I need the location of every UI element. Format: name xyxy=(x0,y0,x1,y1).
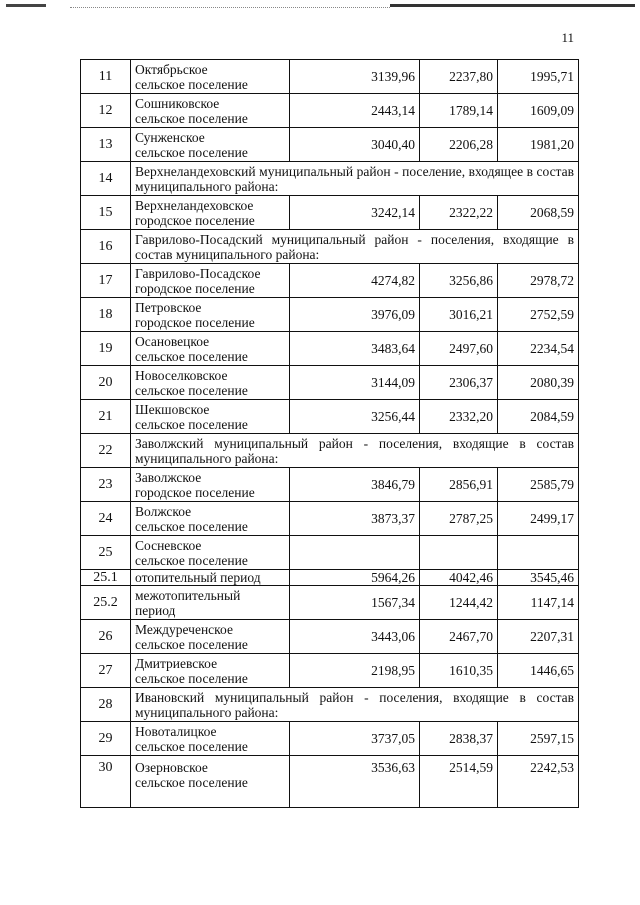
value-col-3 xyxy=(498,536,579,570)
value-col-3: 2068,59 xyxy=(498,196,579,230)
table-row xyxy=(81,366,579,400)
settlement-name: Верхнеландеховское городское поселение xyxy=(131,196,290,230)
value-col-3: 2242,53 xyxy=(498,756,579,808)
value-col-1: 3139,96 xyxy=(290,60,420,94)
row-number: 19 xyxy=(81,332,131,366)
settlement-name: Осановецкое сельское поселение xyxy=(131,332,290,366)
value-col-2: 2497,60 xyxy=(420,332,498,366)
value-col-3: 2585,79 xyxy=(498,468,579,502)
section-header-row xyxy=(81,434,579,468)
value-col-2: 2838,37 xyxy=(420,722,498,756)
value-col-1: 3242,14 xyxy=(290,196,420,230)
row-number: 30 xyxy=(81,756,131,808)
district-header: Гаврилово-Посадский муниципальный район - поселения, входящие в состав муниципального района: xyxy=(131,230,579,264)
value-col-2: 4042,46 xyxy=(420,570,498,586)
row-number: 14 xyxy=(81,162,131,196)
value-col-3: 1981,20 xyxy=(498,128,579,162)
table-row xyxy=(81,620,579,654)
row-number: 28 xyxy=(81,688,131,722)
tariff-table xyxy=(80,59,579,808)
table-row xyxy=(81,400,579,434)
value-col-1: 3040,40 xyxy=(290,128,420,162)
table-row xyxy=(81,570,579,586)
value-col-1: 3737,05 xyxy=(290,722,420,756)
settlement-name: Озерновское сельское поселение xyxy=(131,756,290,808)
value-col-2: 2514,59 xyxy=(420,756,498,808)
settlement-name: Междуреченское сельское поселение xyxy=(131,620,290,654)
value-col-2: 1244,42 xyxy=(420,586,498,620)
value-col-3: 1995,71 xyxy=(498,60,579,94)
value-col-1: 4274,82 xyxy=(290,264,420,298)
table-row xyxy=(81,756,579,808)
value-col-1: 2443,14 xyxy=(290,94,420,128)
table-row xyxy=(81,468,579,502)
row-number: 22 xyxy=(81,434,131,468)
value-col-1: 5964,26 xyxy=(290,570,420,586)
settlement-name: Новоталицкое сельское поселение xyxy=(131,722,290,756)
table-row xyxy=(81,94,579,128)
settlement-name: межотопительный период xyxy=(131,586,290,620)
table-body xyxy=(81,60,579,808)
value-col-2: 2856,91 xyxy=(420,468,498,502)
value-col-2: 3256,86 xyxy=(420,264,498,298)
settlement-name: Гаврилово-Посадское городское поселение xyxy=(131,264,290,298)
value-col-2: 2237,80 xyxy=(420,60,498,94)
row-number: 20 xyxy=(81,366,131,400)
value-col-1: 3144,09 xyxy=(290,366,420,400)
value-col-3: 2597,15 xyxy=(498,722,579,756)
value-col-3: 2499,17 xyxy=(498,502,579,536)
district-header: Заволжский муниципальный район - поселения, входящие в состав муниципального района: xyxy=(131,434,579,468)
row-number: 13 xyxy=(81,128,131,162)
value-col-3: 1446,65 xyxy=(498,654,579,688)
value-col-1: 1567,34 xyxy=(290,586,420,620)
value-col-3: 1147,14 xyxy=(498,586,579,620)
row-number: 16 xyxy=(81,230,131,264)
row-number: 11 xyxy=(81,60,131,94)
settlement-name: Сунженское сельское поселение xyxy=(131,128,290,162)
value-col-1: 2198,95 xyxy=(290,654,420,688)
value-col-2: 2787,25 xyxy=(420,502,498,536)
value-col-1: 3483,64 xyxy=(290,332,420,366)
value-col-1: 3976,09 xyxy=(290,298,420,332)
scan-artifact xyxy=(0,0,640,12)
row-number: 21 xyxy=(81,400,131,434)
value-col-3: 2752,59 xyxy=(498,298,579,332)
settlement-name: Новоселковское сельское поселение xyxy=(131,366,290,400)
table-row xyxy=(81,264,579,298)
table-row xyxy=(81,128,579,162)
table-row xyxy=(81,196,579,230)
value-col-2: 2332,20 xyxy=(420,400,498,434)
row-number: 25.2 xyxy=(81,586,131,620)
row-number: 15 xyxy=(81,196,131,230)
value-col-1: 3873,37 xyxy=(290,502,420,536)
row-number: 23 xyxy=(81,468,131,502)
table-row xyxy=(81,502,579,536)
settlement-name: Петровское городское поселение xyxy=(131,298,290,332)
section-header-row xyxy=(81,162,579,196)
table-row xyxy=(81,586,579,620)
table-row xyxy=(81,722,579,756)
value-col-2: 1789,14 xyxy=(420,94,498,128)
value-col-2: 2306,37 xyxy=(420,366,498,400)
row-number: 24 xyxy=(81,502,131,536)
table-row xyxy=(81,298,579,332)
table-row xyxy=(81,654,579,688)
settlement-name: Дмитриевское сельское поселение xyxy=(131,654,290,688)
value-col-3: 2978,72 xyxy=(498,264,579,298)
row-number: 18 xyxy=(81,298,131,332)
value-col-2: 2322,22 xyxy=(420,196,498,230)
section-header-row xyxy=(81,230,579,264)
value-col-3: 3545,46 xyxy=(498,570,579,586)
section-header-row xyxy=(81,688,579,722)
settlement-name: Сошниковское сельское поселение xyxy=(131,94,290,128)
value-col-1: 3846,79 xyxy=(290,468,420,502)
row-number: 26 xyxy=(81,620,131,654)
settlement-name: Сосневское сельское поселение xyxy=(131,536,290,570)
row-number: 12 xyxy=(81,94,131,128)
settlement-name: Октябрьское сельское поселение xyxy=(131,60,290,94)
value-col-3: 2234,54 xyxy=(498,332,579,366)
value-col-3: 2084,59 xyxy=(498,400,579,434)
table-row xyxy=(81,332,579,366)
value-col-2: 2467,70 xyxy=(420,620,498,654)
row-number: 25.1 xyxy=(81,570,131,586)
value-col-1: 3536,63 xyxy=(290,756,420,808)
row-number: 25 xyxy=(81,536,131,570)
value-col-3: 1609,09 xyxy=(498,94,579,128)
value-col-2: 2206,28 xyxy=(420,128,498,162)
district-header: Верхнеландеховский муниципальный район - поселение, входящее в состав муниципального района: xyxy=(131,162,579,196)
value-col-3: 2207,31 xyxy=(498,620,579,654)
page-number: 11 xyxy=(561,30,574,45)
value-col-3: 2080,39 xyxy=(498,366,579,400)
row-number: 29 xyxy=(81,722,131,756)
value-col-2: 1610,35 xyxy=(420,654,498,688)
value-col-1: 3256,44 xyxy=(290,400,420,434)
settlement-name: Шекшовское сельское поселение xyxy=(131,400,290,434)
table-row xyxy=(81,536,579,570)
row-number: 27 xyxy=(81,654,131,688)
value-col-2 xyxy=(420,536,498,570)
value-col-2: 3016,21 xyxy=(420,298,498,332)
row-number: 17 xyxy=(81,264,131,298)
value-col-1 xyxy=(290,536,420,570)
settlement-name: Заволжское городское поселение xyxy=(131,468,290,502)
table-row xyxy=(81,60,579,94)
settlement-name: Волжское сельское поселение xyxy=(131,502,290,536)
value-col-1: 3443,06 xyxy=(290,620,420,654)
district-header: Ивановский муниципальный район - поселения, входящие в состав муниципального района: xyxy=(131,688,579,722)
settlement-name: отопительный период xyxy=(131,570,290,586)
